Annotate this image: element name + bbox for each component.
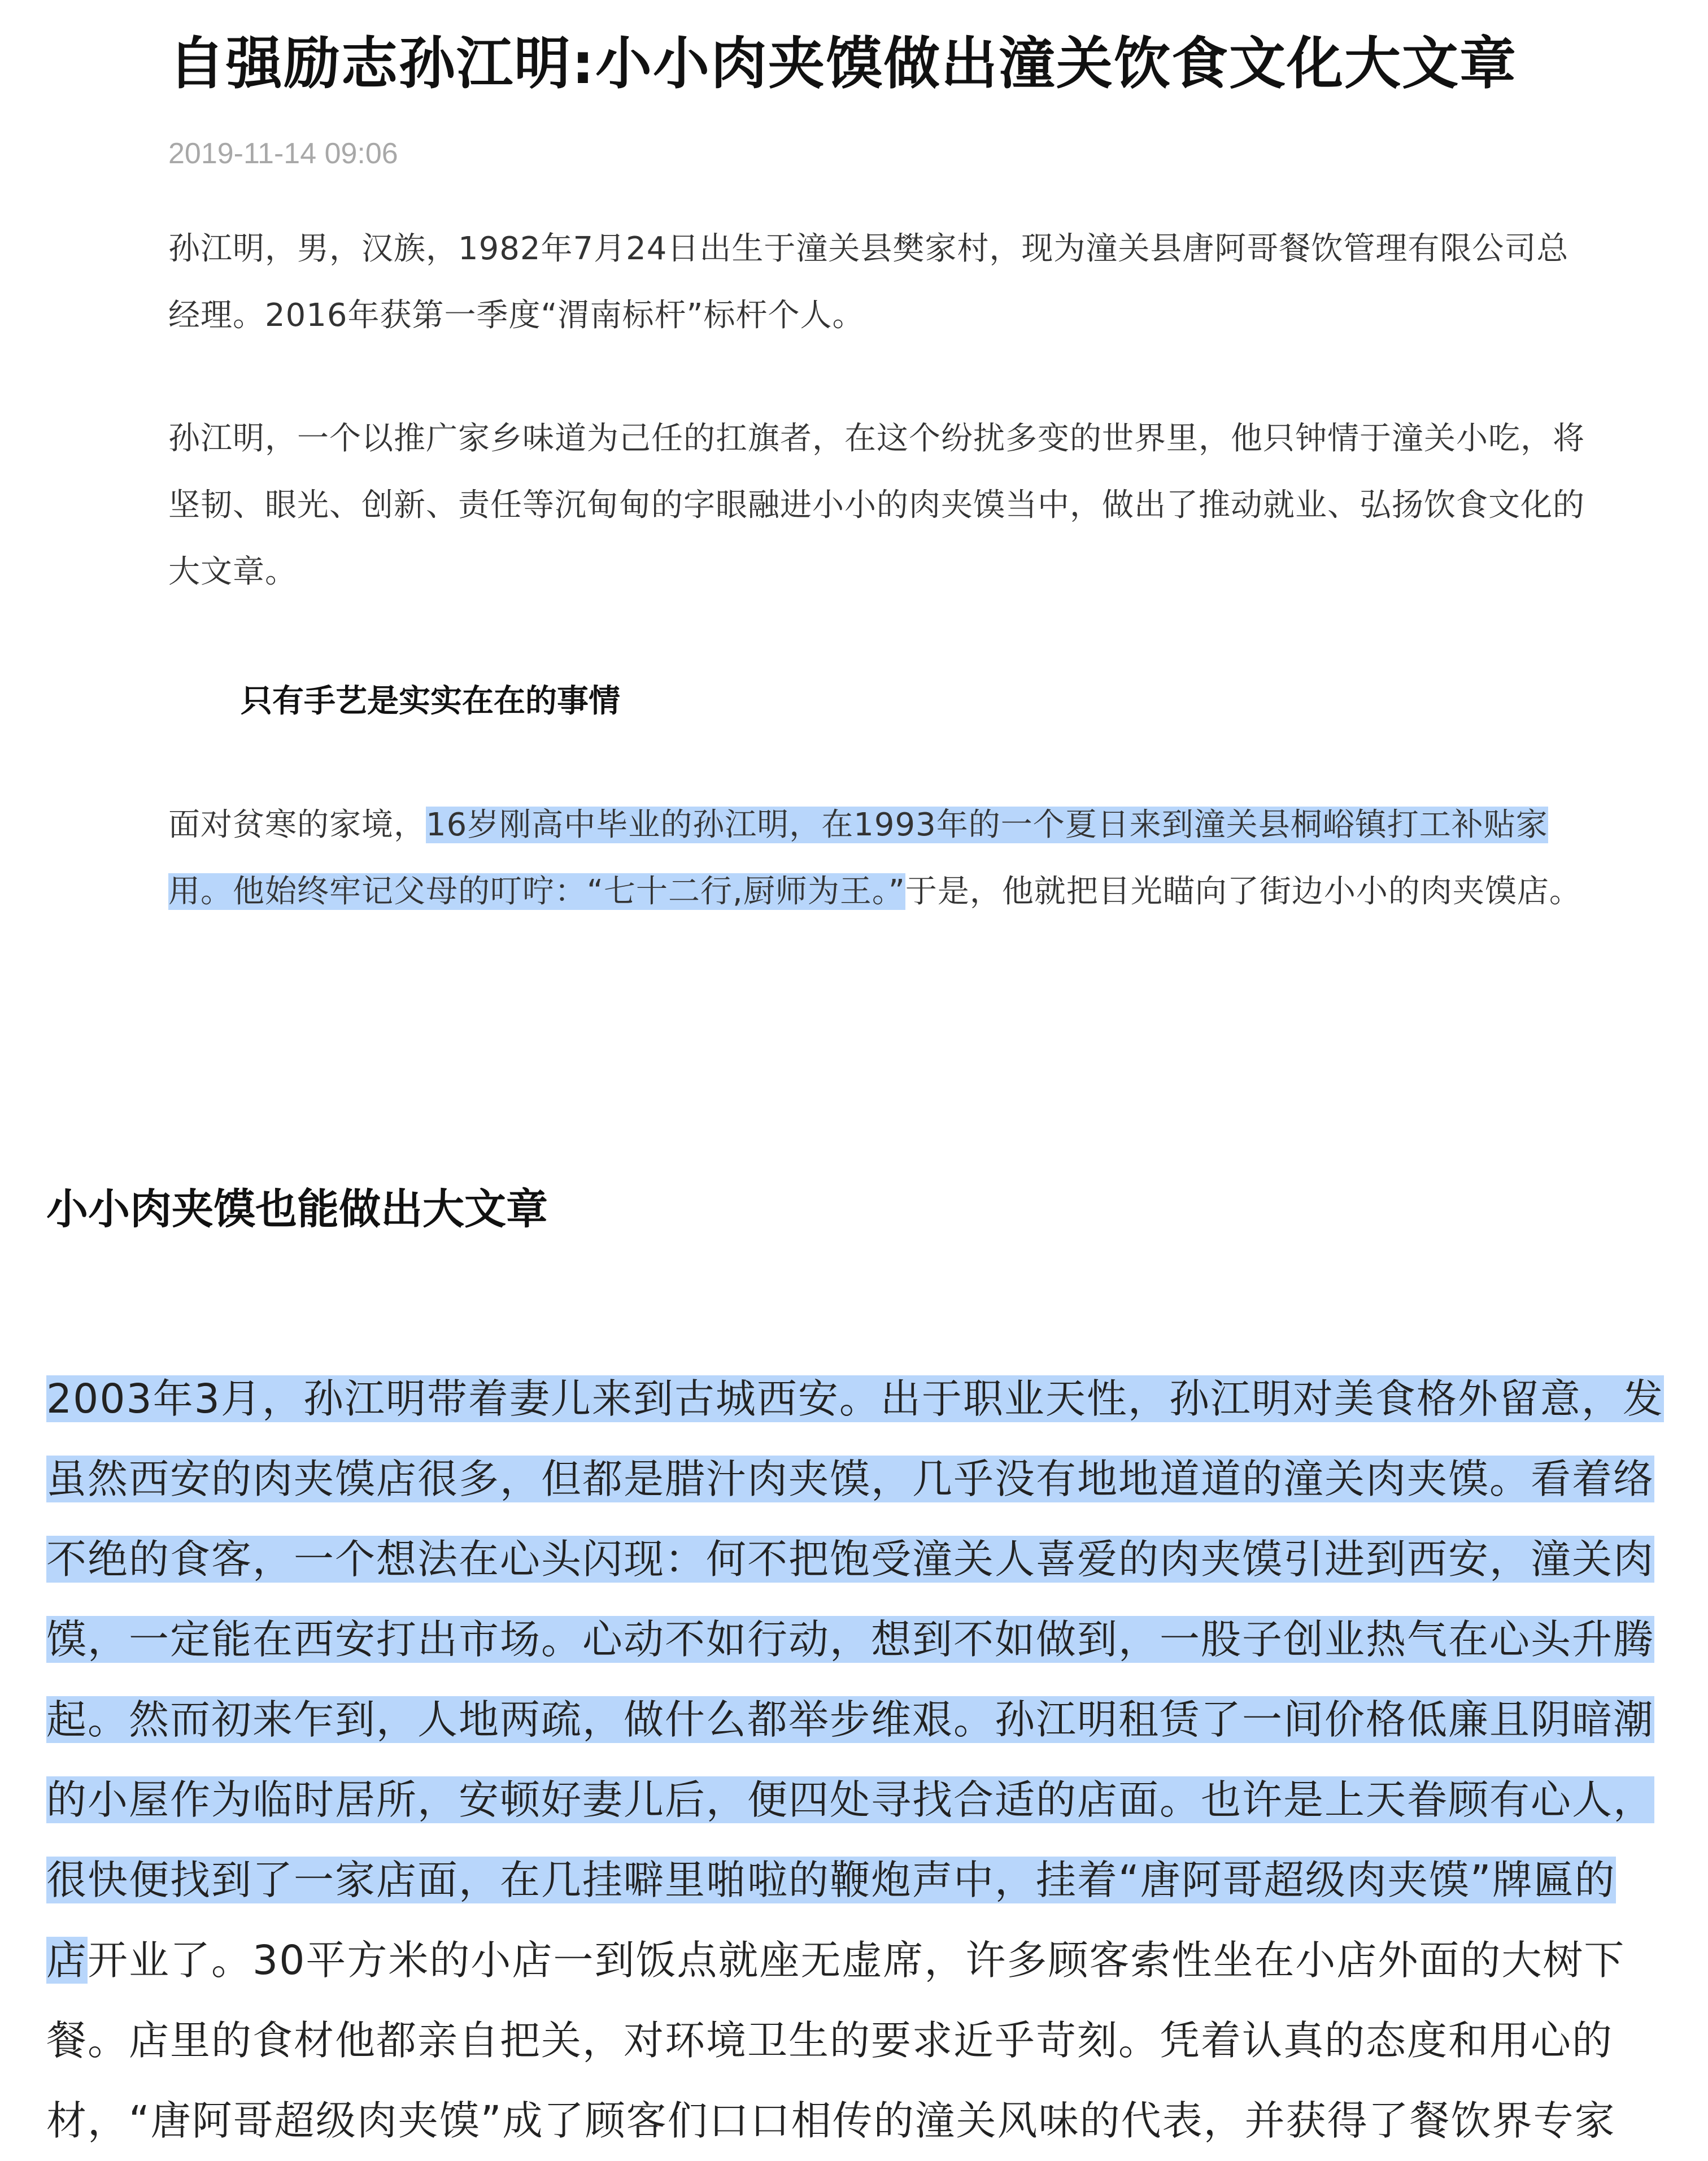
article-section-2 bbox=[46, 1173, 1708, 2161]
paragraph-description: 孙江明，一个以推广家乡味道为己任的扛旗者，在这个纷扰多变的世界里，他只钟情于潼关小吃，将坚韧、眼光、创新、责任等沉甸甸的字眼融进小小的肉夹馍当中，做出了推动就业、弘扬饮食文化的大文章。 bbox=[168, 420, 1585, 590]
text-line bbox=[46, 1760, 1708, 1840]
text-selection[interactable]: 很快便找到了一家店面，在几挂噼里啪啦的鞭炮声中，挂着“唐阿哥超级肉夹馍”牌匾的 bbox=[46, 1857, 1616, 1903]
paragraph-xian[interactable] bbox=[46, 1359, 1708, 2161]
publish-date: 2019-11-14 09:06 bbox=[168, 137, 398, 170]
text-line bbox=[46, 1519, 1708, 1600]
article-title: 自强励志孙江明:小小肉夹馍做出潼关饮食文化大文章 bbox=[168, 31, 1517, 97]
text-line bbox=[46, 1840, 1708, 1920]
text-unselected: 材，“唐阿哥超级肉夹馍”成了顾客们口口相传的潼关风味的代表，并获得了餐饮界专家 bbox=[46, 2097, 1616, 2144]
text-line bbox=[46, 1680, 1708, 1760]
paragraph-intro: 孙江明，男，汉族，1982年7月24日出生于潼关县樊家村，现为潼关县唐阿哥餐饮管理有限公司总经理。2016年获第一季度“渭南标杆”标杆个人。 bbox=[168, 230, 1569, 334]
text-selection[interactable]: 起。然而初来乍到，人地两疏，做什么都举步维艰。孙江明租赁了一间价格低廉且阴暗潮 bbox=[46, 1696, 1655, 1743]
text-line bbox=[46, 1920, 1708, 2001]
text-unselected: 开业了。30平方米的小店一到饭点就座无虚席，许多顾客索性坐在小店外面的大树下 bbox=[88, 1937, 1626, 1984]
text-unselected: 于是，他就把目光瞄向了街边小小的肉夹馍店。 bbox=[905, 873, 1581, 910]
article bbox=[168, 0, 1592, 925]
text-selection[interactable]: 虽然西安的肉夹馍店很多，但都是腊汁肉夹馍，几乎没有地地道道的潼关肉夹馍。看着络 bbox=[46, 1456, 1655, 1502]
text-line bbox=[46, 1359, 1708, 1439]
text-line bbox=[46, 2081, 1708, 2161]
text-selection[interactable]: 店 bbox=[46, 1937, 88, 1984]
text-line bbox=[46, 1439, 1708, 1519]
text-unselected: 面对贫寒的家境， bbox=[168, 807, 426, 843]
text-selection[interactable]: 的小屋作为临时居所，安顿好妻儿后，便四处寻找合适的店面。也许是上天眷顾有心人， bbox=[46, 1776, 1655, 1823]
text-selection[interactable]: 2003年3月，孙江明带着妻儿来到古城西安。出于职业天性，孙江明对美食格外留意，发 bbox=[46, 1375, 1664, 1422]
text-selection[interactable]: 馍，一定能在西安打出市场。心动不如行动，想到不如做到，一股子创业热气在心头升腾 bbox=[46, 1616, 1655, 1663]
subheading-craft: 只有手艺是实实在在的事情 bbox=[241, 683, 620, 720]
text-unselected: 餐。店里的食材他都亲自把关，对环境卫生的要求近乎苛刻。凭着认真的态度和用心的 bbox=[46, 2017, 1614, 2064]
paragraph-early-life[interactable] bbox=[168, 792, 1592, 925]
text-line bbox=[46, 2001, 1708, 2081]
text-selection[interactable]: 16岁刚高中毕业的孙江明，在1993年的一个夏日来到潼关县桐峪镇打工补贴家用。他始终牢记父母的叮咛：“七十二行,厨师为王。” bbox=[168, 807, 1548, 910]
subheading-big-article: 小小肉夹馍也能做出大文章 bbox=[46, 1185, 548, 1234]
text-selection[interactable]: 不绝的食客，一个想法在心头闪现：何不把饱受潼关人喜爱的肉夹馍引进到西安，潼关肉 bbox=[46, 1536, 1655, 1583]
text-line bbox=[46, 1600, 1708, 1680]
